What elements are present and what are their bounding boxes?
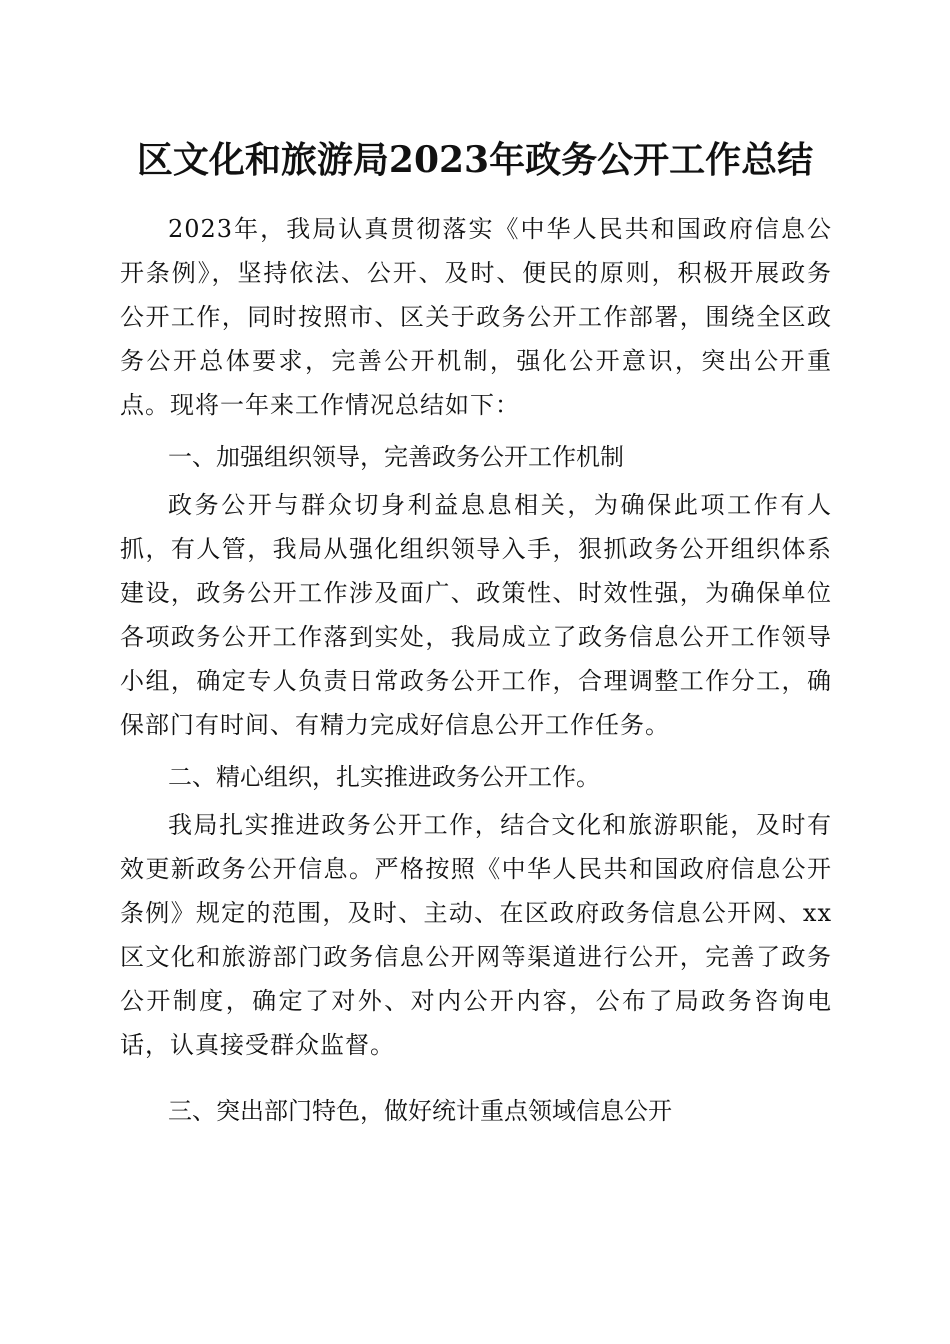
section-heading-2: 二、精心组织，扎实推进政务公开工作。 bbox=[168, 763, 600, 791]
section-heading-1: 一、加强组织领导，完善政务公开工作机制 bbox=[168, 443, 624, 471]
section-body-1: 政务公开与群众切身利益息息相关，为确保此项工作有人抓，有人管，我局从强化组织领导入手，狠抓政务公开组织体系建设，政务公开工作涉及面广、政策性、时效性强，为确保单位各项政务公开工作落到实处，我局成立了政务信息公开工作领导小组，确定专人负责日常政务公开工作，合理调整工作分工，确保部门有时间、有精力完成好信息公开工作任务。 bbox=[120, 491, 832, 739]
document-title: 区文化和旅游局2023年政务公开工作总结 bbox=[136, 139, 814, 181]
section-heading-3: 三、突出部门特色，做好统计重点领域信息公开 bbox=[168, 1097, 672, 1125]
document-body bbox=[120, 207, 832, 1137]
intro-paragraph: 2023年，我局认真贯彻落实《中华人民共和国政府信息公开条例》，坚持依法、公开、及时、便民的原则，积极开展政务公开工作，同时按照市、区关于政务公开工作部署，围绕全区政务公开总体要求，完善公开机制，强化公开意识，突出公开重点。现将一年来工作情况总结如下： bbox=[120, 215, 832, 419]
section-body-2: 我局扎实推进政务公开工作，结合文化和旅游职能，及时有效更新政务公开信息。严格按照《中华人民共和国政府信息公开条例》规定的范围，及时、主动、在区政府政务信息公开网、xx区文化和旅游部门政务信息公开网等渠道进行公开，完善了政务公开制度，确定了对外、对内公开内容，公布了局政务咨询电话，认真接受群众监督。 bbox=[120, 811, 832, 1059]
